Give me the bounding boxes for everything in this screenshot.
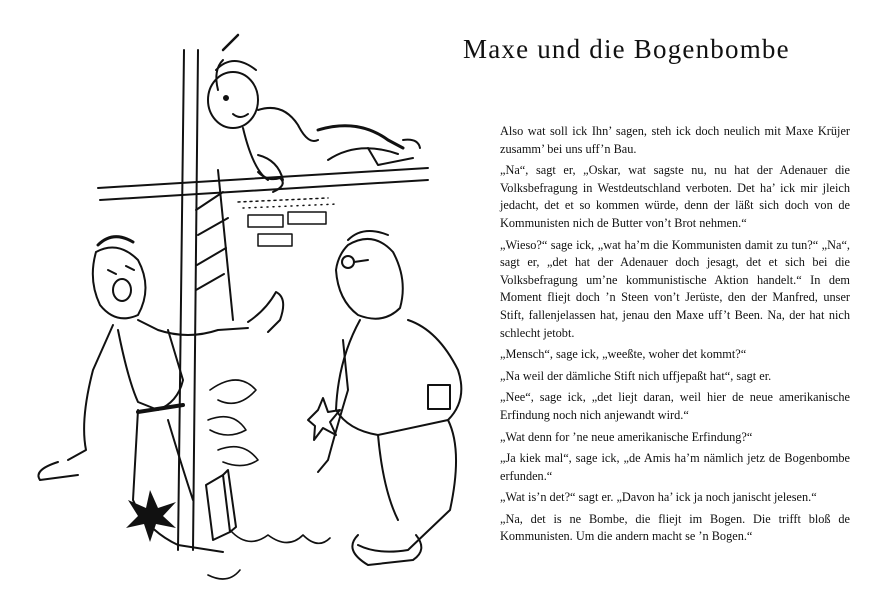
scaffold-plank	[98, 168, 428, 200]
scaffold-pole	[178, 50, 198, 550]
cartoon-illustration	[18, 30, 468, 585]
brick-wall	[238, 198, 338, 246]
paragraph: „Nee“, sage ick, „det liejt daran, weil hier de neue amerikanische Erfindung noch nich anjewandt wird.“	[500, 390, 850, 422]
paragraph: „Wat is’n det?“ sagt er. „Davon ha’ ick ja noch janischt jelesen.“	[500, 490, 817, 505]
paragraph: „Ja kiek mal“, sage ick, „de Amis ha’m nämlich jetz de Bogenbombe erfunden.“	[500, 451, 850, 483]
story-title: Maxe und die Bogenbombe	[463, 34, 790, 64]
paragraph: „Na, det is ne Bombe, die fliejt im Bogen. Die trifft bloß de Kommunisten. Um die andern macht se ’n Bogen.“	[500, 511, 850, 544]
motion-lines	[208, 380, 330, 579]
falling-brick	[206, 470, 236, 540]
man-shouting	[38, 237, 283, 552]
paragraph: „Na“, sagt er, „Oskar, wat sagste nu, nu hat der Adenauer die Volksbefragung in Westdeutschland verboten. Det ha’ ick mir jleich jedacht, det et so kommen würde, denn der läßt sich doch von de Kommunisten nich de Butter von’t Brot nehmen.“	[500, 163, 850, 230]
man-with-glasses	[318, 231, 461, 565]
paragraph: „Mensch“, sage ick, „weeßte, woher det kommt?“	[500, 347, 747, 362]
paragraph: Also wat soll ick Ihn’ sagen, steh ick doch neulich mit Maxe Krüjer zusamm’ bei uns uff’n Bau.	[500, 124, 850, 156]
man-on-scaffold	[208, 35, 420, 192]
story-text	[500, 123, 850, 550]
paragraph: „Wat denn for ’ne neue amerikanische Erfindung?“	[500, 429, 753, 444]
paragraph: „Wieso?“ sage ick, „wat ha’m die Kommunisten damit zu tun?“ „Na“, sagt er, „det hat der Adenauer doch jesagt, det et sich bei die Volksbefragung um’ne kommunistische Aktion handelt.“ In dem Moment fliejt doch ’n Steen von’t Jerüste, den der Manfred, unser Stift, fallenjelassen hat, jenau den Maxe uff’t Been. Na, der hat nich schlecht jetobt.	[500, 237, 850, 340]
paragraph: „Na weil der dämliche Stift nich uffjepaßt hat“, sagt er.	[500, 368, 772, 383]
